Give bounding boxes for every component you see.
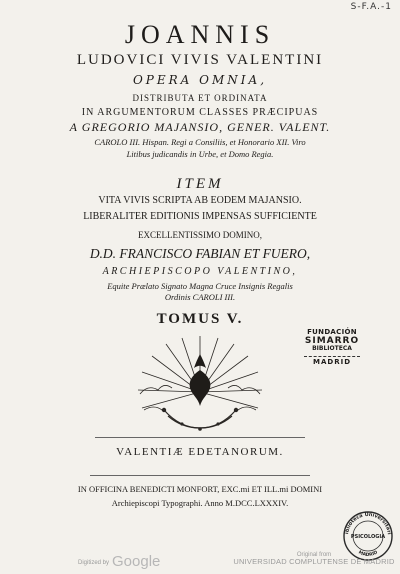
author-first-name: JOANNIS (124, 20, 276, 49)
patron-order-1: Equite Prælato Signato Magna Cruce Insignis Regalis (107, 281, 293, 291)
editor-credential-2: Litibus judicandis in Urbe, et Domo Regia. (126, 149, 274, 159)
classes-line: IN ARGUMENTORUM CLASSES PRÆCIPUAS (81, 107, 319, 118)
patron-title: ARCHIEPISCOPO VALENTINO, (102, 266, 298, 277)
imprint-rule-top (95, 437, 305, 438)
shelfmark: S-F.A.-1 (350, 2, 392, 12)
library-stamp-line-1: FUNDACIÓN (307, 328, 357, 336)
volume-number: TOMUS V. (156, 311, 244, 327)
library-stamp-rule (304, 356, 360, 357)
dedication-line: EXCELLENTISSIMO DOMINO, (138, 230, 262, 240)
digitized-prefix: Digitized by (78, 560, 110, 566)
editor-line: A GREGORIO MAJANSIO, GENER. VALENT. (69, 120, 331, 134)
svg-text:PSICOLOGIA: PSICOLOGIA (350, 534, 386, 540)
place-of-publication: VALENTIÆ EDETANORUM. (116, 446, 284, 458)
printers-device-vignette (130, 330, 270, 434)
google-logo: Google (112, 553, 161, 570)
editor-credential-1: CAROLO III. Hispan. Regi a Consiliis, et Honorario XII. Viro (94, 137, 306, 147)
patron-order-2: Ordinis CAROLI III. (164, 292, 236, 302)
printer-date-line: Archiepiscopi Typographi. Anno M.DCC.LXXXIV. (111, 498, 289, 508)
original-prefix: Original from (296, 552, 332, 558)
author-name: LUDOVICI VIVIS VALENTINI (76, 52, 324, 68)
original-source: UNIVERSIDAD COMPLUTENSE DE MADRID (233, 557, 395, 567)
work-title: OPERA OMNIA, (132, 73, 268, 87)
printer-line: IN OFFICINA BENEDICTI MONFORT, EXC.mi ET ILL.mi DOMINI (77, 484, 323, 494)
digitized-by-watermark (78, 553, 160, 570)
item-heading: ITEM (176, 176, 224, 192)
library-stamp-line-2: SIMARRO (304, 336, 360, 347)
svg-text:Biblioteca Universitaria: iblioteca Universitari (344, 511, 392, 535)
vita-line: VITA VIVIS SCRIPTA AB EODEM MAJANSIO. (98, 195, 302, 206)
patronage-line: LIBERALITER EDITIONIS IMPENSAS SUFFICIENTE (83, 211, 317, 222)
original-from-watermark (226, 552, 400, 566)
patron-name: D.D. FRANCISCO FABIAN ET FUERO, (89, 246, 311, 261)
svg-text:MADRID: MADRID (357, 550, 379, 559)
imprint-rule-bottom (90, 475, 310, 476)
library-stamp (292, 328, 372, 366)
library-stamp-line-3: BIBLIOTECA (312, 345, 352, 353)
library-stamp-line-4: MADRID (313, 358, 351, 367)
distribution-line: DISTRIBUTA ET ORDINATA (132, 93, 268, 103)
